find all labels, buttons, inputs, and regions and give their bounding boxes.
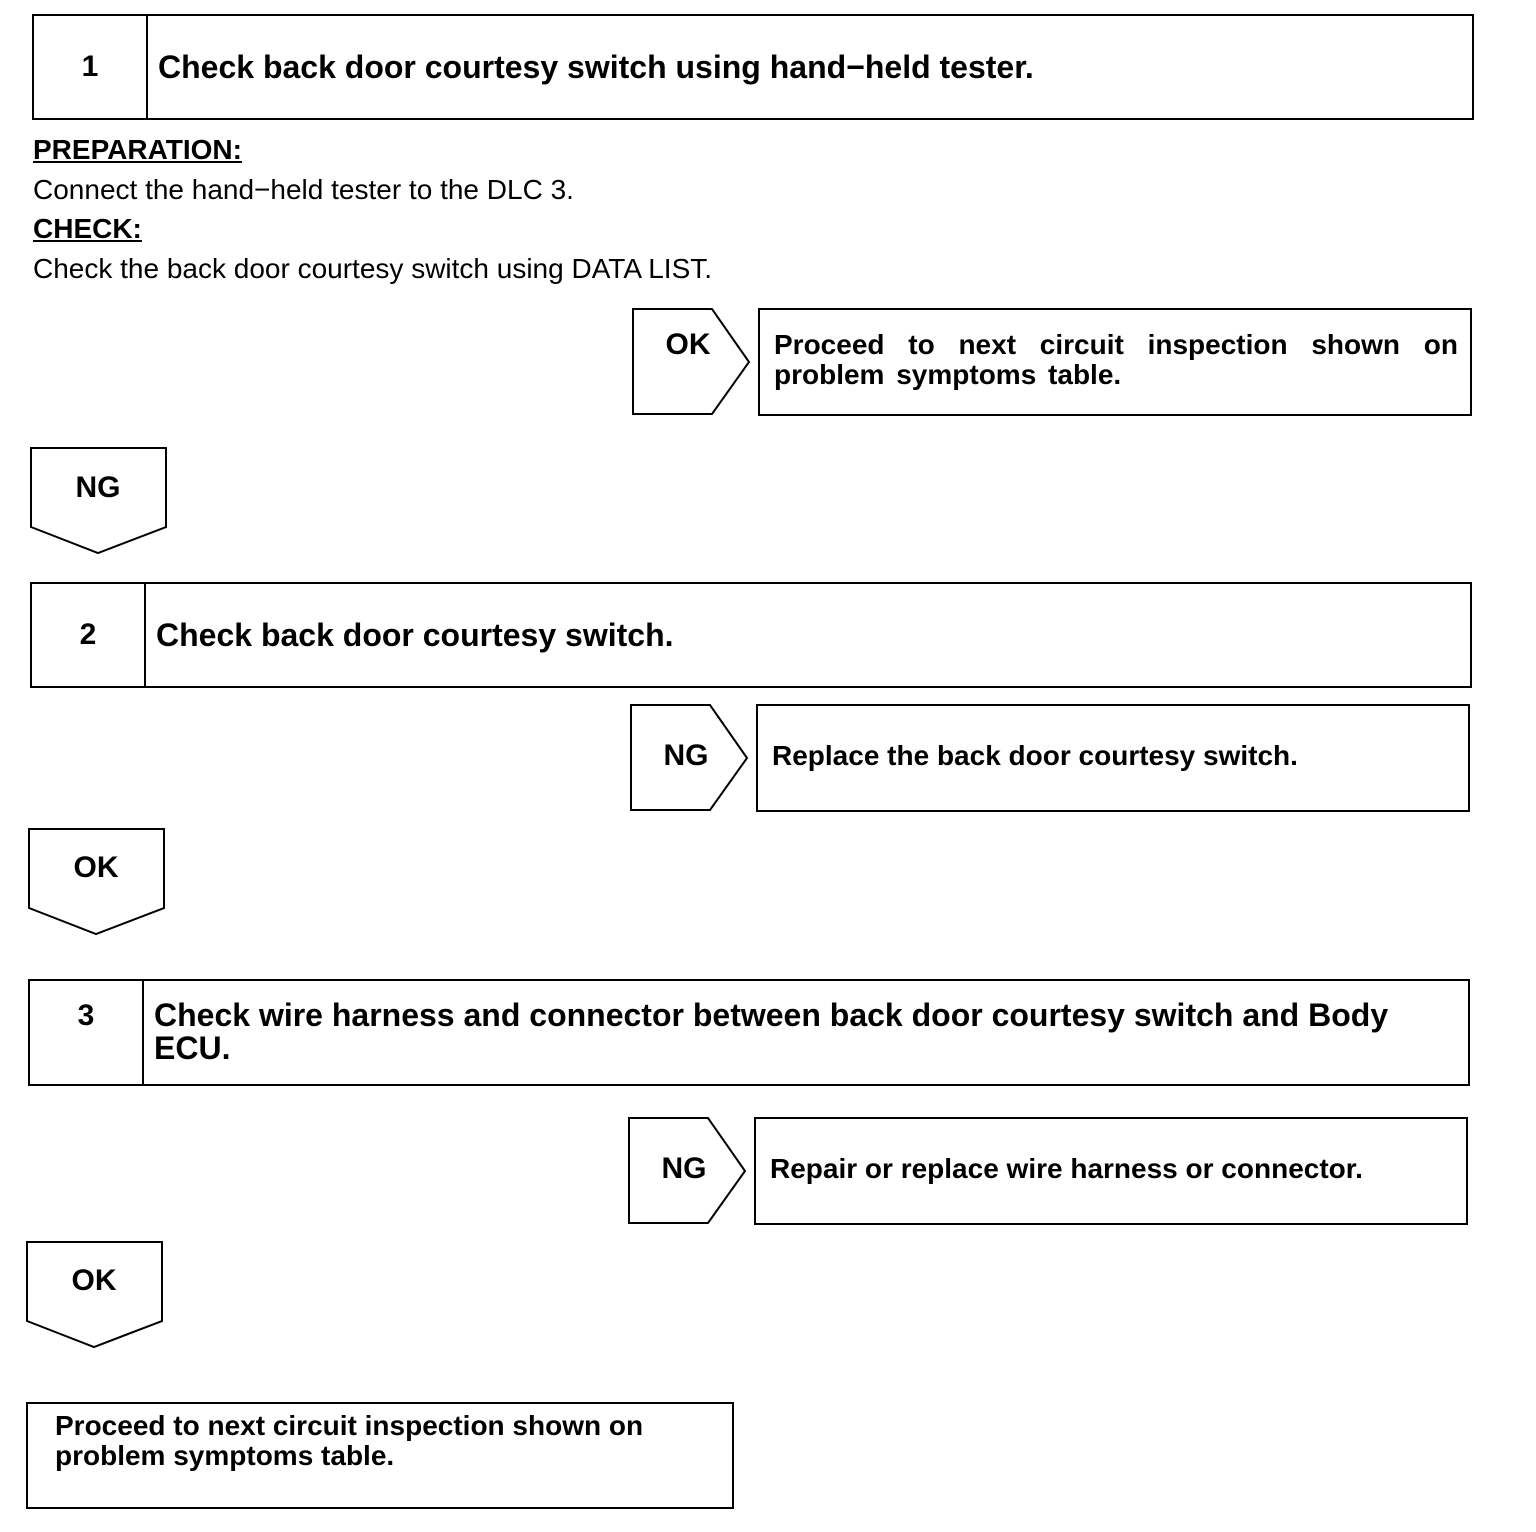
final-result-text: Proceed to next circuit inspection shown on problem symptoms table. <box>55 1410 644 1471</box>
preparation-heading: PREPARATION: <box>33 134 242 165</box>
step-3-number: 3 <box>30 981 144 1084</box>
preparation-text: Connect the hand−held tester to the DLC 3. <box>33 174 574 205</box>
step-3-ng-result-box <box>754 1117 1468 1225</box>
step-3-ok-label: OK <box>71 1264 117 1297</box>
step-2-ng-label: NG <box>663 739 709 772</box>
step-1-box <box>32 14 1474 120</box>
step-2-ok-label: OK <box>73 851 119 884</box>
step-2-number: 2 <box>32 584 146 686</box>
step-1-ng-label: NG <box>75 471 121 504</box>
step-1-ok-result-box <box>758 308 1472 416</box>
ok-right-arrow-shape <box>632 308 752 416</box>
step-1-ok-label: OK <box>665 328 711 361</box>
check-heading: CHECK: <box>33 213 142 244</box>
step-2-box <box>30 582 1472 688</box>
step-1-title: Check back door courtesy switch using hand−held tester. <box>158 49 1034 85</box>
step-2-title: Check back door courtesy switch. <box>156 617 674 653</box>
step-2-ng-result-box <box>756 704 1470 812</box>
step-3-ng-result-text: Repair or replace wire harness or connector. <box>770 1153 1363 1184</box>
final-result-box <box>26 1402 734 1509</box>
step-3-title: Check wire harness and connector between back door courtesy switch and Body ECU. <box>154 997 1389 1066</box>
step-3-ng-label: NG <box>661 1152 707 1185</box>
step-1-ok-result-text: Proceed to next circuit inspection shown on problem symptoms table. <box>774 329 1458 390</box>
check-text: Check the back door courtesy switch using DATA LIST. <box>33 253 713 284</box>
step-2-ng-result-text: Replace the back door courtesy switch. <box>772 740 1298 771</box>
step-3-box <box>28 979 1470 1086</box>
step-1-number: 1 <box>34 16 148 118</box>
